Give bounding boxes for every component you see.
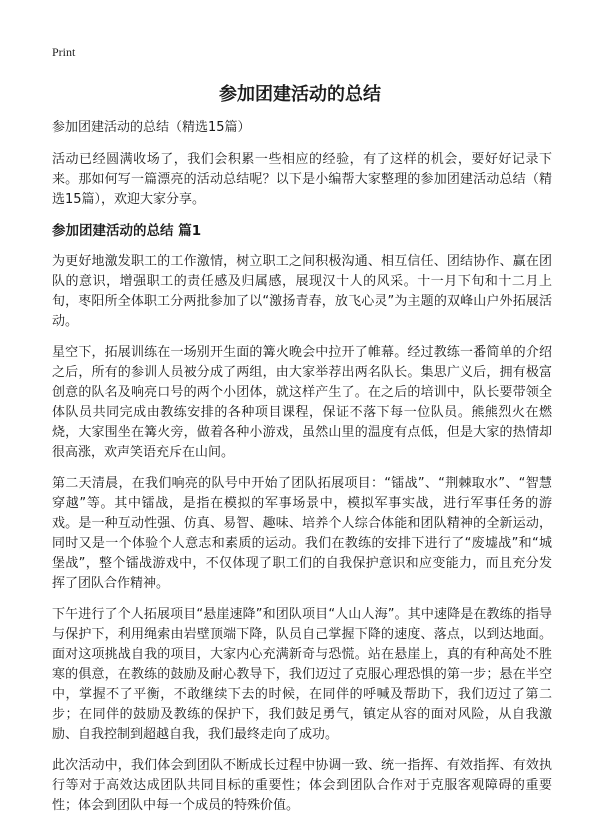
body-paragraph-3: 第二天清晨，在我们响亮的队号中开始了团队拓展项目：“镭战”、“荆棘取水”、“智慧穿越”等。其中镭战，是指在模拟的军事场景中，模拟军事实战，进行军事任务的游戏。是一种互动性强、仿真、易智、趣味、培养个人综合体能和团队精神的全新运动，同时又是一个体验个人意志和素质的运动。我们在教练的安排下进行了“废墟战”和“城堡战”，整个镭战游戏中，不仅体现了职工们的自我保护意识和应变能力，而且充分发挥了团队合作精神。 bbox=[52, 476, 552, 591]
section-heading: 参加团建活动的总结 篇1 bbox=[52, 223, 202, 239]
page-title: 参加团建活动的总结 bbox=[219, 84, 381, 105]
body-paragraph-5: 此次活动中，我们体会到团队不断成长过程中协调一致、统一指挥、有效指挥、有效执行等对于高效达成团队共同目标的重要性；体会到团队合作对于克服客观障碍的重要性；体会到团队中每一个成员的特殊价值。 bbox=[52, 758, 552, 813]
body-paragraph-4: 下午进行了个人拓展项目“悬崖速降”和团队项目“人山人海”。其中速降是在教练的指导与保护下，利用绳索由岩壁顶端下降，队员自己掌握下降的速度、落点，以到达地面。面对这项挑战自我的项目，大家内心充满新奇与恐慌。站在悬崖上，真的有种高处不胜寒的俱意，在教练的鼓励及耐心教导下，我们迈过了克服心理恐惧的第一步；悬在半空中，掌握不了平衡，不敢继续下去的时候，在同伴的呼喊及帮助下，我们迈过了第二步；在同伴的鼓励及教练的保护下，我们鼓足勇气，镇定从容的面对风险，从自我激励、自我控制到超越自我，我们最终走向了成功。 bbox=[52, 607, 552, 742]
body-paragraph-2: 星空下，拓展训练在一场别开生面的篝火晚会中拉开了帷幕。经过教练一番简单的介绍之后，所有的参训人员被分成了两组，由大家举荐出两名队长。集思广义后，拥有极富创意的队名及响亮口号的两个小团体，就这样产生了。在之后的培训中，队长要带领全体队员共同完成由教练安排的各种项目课程，保证不落下每一位队员。熊熊烈火在燃烧，大家围坐在篝火旁，做着各种小游戏，虽然山里的温度有点低，但是大家的热情却很高涨，欢声笑语充斥在山间。 bbox=[52, 345, 552, 460]
article-subtitle: 参加团建活动的总结（精选15篇） bbox=[52, 120, 251, 135]
intro-paragraph: 活动已经圆满收场了，我们会积累一些相应的经验，有了这样的机会，要好好记录下来。那如何写一篇漂亮的活动总结呢？以下是小编帮大家整理的参加团建活动总结（精选15篇），欢迎大家分享。 bbox=[52, 152, 552, 207]
body-paragraph-1: 为更好地激发职工的工作激情，树立职工之间积极沟通、相互信任、团结协作、赢在团队的意识，增强职工的责任感及归属感，展现汉十人的风采。十一月下旬和十二月上旬，枣阳所全体职工分两批参加了以“激扬青春，放飞心灵”为主题的双峰山户外拓展活动。 bbox=[52, 254, 552, 329]
print-link[interactable]: Print bbox=[52, 45, 76, 59]
article-body bbox=[52, 118, 552, 827]
